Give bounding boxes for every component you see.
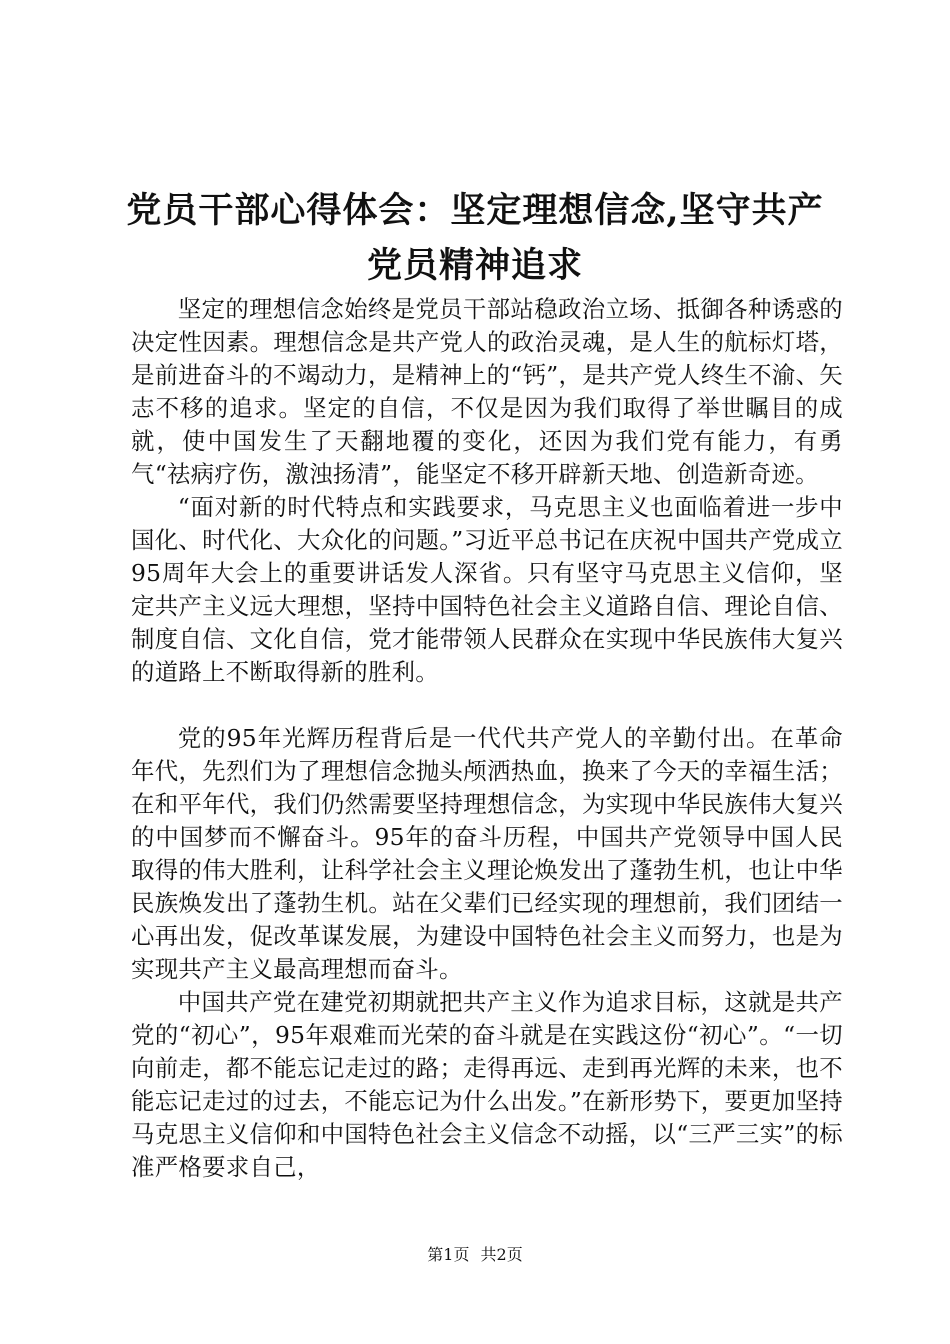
page-number: 第1页 <box>427 1245 470 1264</box>
page-footer <box>0 1242 950 1265</box>
page-total: 共2页 <box>480 1245 523 1264</box>
paragraph-2: “面对新的时代特点和实践要求，马克思主义也面临着进一步中国化、时代化、大众化的问题。”习近平总书记在庆祝中国共产党成立95周年大会上的重要讲话发人深省。只有坚守马克思主义信仰，坚定共产主义远大理想，坚持中国特色社会主义道路自信、理论自信、制度自信、文化自信，党才能带领人民群众在实现中华民族伟大复兴的道路上不断取得新的胜利。 <box>131 493 843 686</box>
document-body <box>131 293 843 1184</box>
paragraph-1: 坚定的理想信念始终是党员干部站稳政治立场、抵御各种诱惑的决定性因素。理想信念是共产党人的政治灵魂，是人生的航标灯塔，是前进奋斗的不竭动力，是精神上的“钙”，是共产党人终生不渝、矢志不移的追求。坚定的自信，不仅是因为我们取得了举世瞩目的成就，使中国发生了天翻地覆的变化，还因为我们党有能力，有勇气“祛病疗伤，激浊扬清”，能坚定不移开辟新天地、创造新奇迹。 <box>131 295 843 488</box>
paragraph-4: 中国共产党在建党初期就把共产主义作为追求目标，这就是共产党的“初心”，95年艰难而光荣的奋斗就是在实践这份“初心”。“一切向前走，都不能忘记走过的路；走得再远、走到再光辉的未来，也不能忘记走过的过去，不能忘记为什么出发。”在新形势下，要更加坚持马克思主义信仰和中国特色社会主义信念不动摇，以“三严三实”的标准严格要求自己， <box>131 988 843 1181</box>
paragraph-3: 党的95年光辉历程背后是一代代共产党人的辛勤付出。在革命年代，先烈们为了理想信念抛头颅洒热血，换来了今天的幸福生活；在和平年代，我们仍然需要坚持理想信念，为实现中华民族伟大复兴的中国梦而不懈奋斗。95年的奋斗历程，中国共产党领导中国人民取得的伟大胜利，让科学社会主义理论焕发出了蓬勃生机，也让中华民族焕发出了蓬勃生机。站在父辈们已经实现的理想前，我们团结一心再出发，促改革谋发展，为建设中国特色社会主义而努力，也是为实现共产主义最高理想而奋斗。 <box>131 724 843 983</box>
page-title-line-2: 党员精神追求 <box>366 245 583 286</box>
page-title-line-1: 党员干部心得体会：坚定理想信念,坚守共产 <box>126 190 824 231</box>
